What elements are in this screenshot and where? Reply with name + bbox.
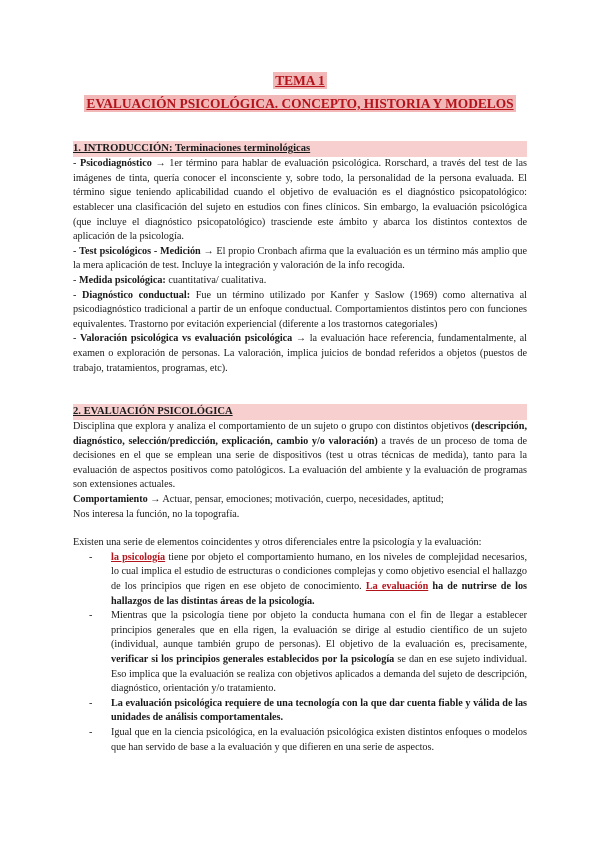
term-psicodiagnostico: Psicodiagnóstico: [79, 158, 152, 170]
topic-number: TEMA 1: [275, 73, 325, 88]
list-item: - La evaluación psicológica requiere de una tecnología con la que dar cuenta fiable y válida de las unidades de análisis comportamentales.: [101, 697, 527, 726]
paragraph-test-psicologicos: - Test psicológicos - Medición → El propio Cronbach afirma que la evaluación es un término más amplio que la mera aplicación de test. Incluye la integración y valoración de la info recogida.: [73, 245, 527, 272]
term-comportamiento: Comportamiento: [73, 494, 148, 506]
title-block: [73, 72, 527, 113]
term-test-psicologicos: Test psicológicos - Medición: [79, 245, 201, 257]
paragraph-funcion: Nos interesa la función, no la topografía.: [73, 508, 240, 520]
list-item: - la psicología tiene por objeto el comportamiento humano, en los niveles de complejidad necesarios, lo cual implica el estudio de estructuras o condiciones complejas y como objetivo esencial el hallazgo de los principios que rigen en ese objeto de conocimiento. La evaluación ha de nutrirse de los hallazgos de las distintas áreas de la psicología.: [101, 551, 527, 609]
paragraph-medida: - Medida psicológica: cuantitativa/ cualitativa.: [73, 274, 267, 286]
paragraph-disciplina: Disciplina que explora y analiza el comportamiento de un sujeto o grupo con distintos objetivos (descripción, diagnóstico, selección/predicción, explicación, cambio y/o valoración) a través de un proceso de toma de decisiones en el que se emplean una serie de dispositivos (test u otras técnicas de medida), tanto para la evaluación de aspectos positivos como patológicos. La evaluación del ambiente y la evaluación de programas son extensiones actuales.: [73, 421, 527, 491]
section-1-heading: 1. INTRODUCCIÓN: Terminaciones terminológicas: [73, 141, 527, 157]
paragraph-comportamiento: Comportamiento → Actuar, pensar, emociones; motivación, cuerpo, necesidades, aptitud;: [73, 494, 444, 506]
paragraph-elementos: Existen una serie de elementos coincidentes y otros diferenciales entre la psicología y la evaluación:: [73, 537, 482, 549]
list-item: - Igual que en la ciencia psicológica, en la evaluación psicológica existen distintos enfoques o modelos que han servido de base a la evaluación y que difieren en una serie de aspectos.: [101, 726, 527, 755]
term-valoracion: Valoración psicológica vs evaluación psicológica: [80, 333, 293, 345]
topic-title: EVALUACIÓN PSICOLÓGICA. CONCEPTO, HISTORIA Y MODELOS: [86, 95, 514, 111]
paragraph-psicodiagnostico: - Psicodiagnóstico → 1er término para hablar de evaluación psicológica. Rorschard, a través del test de las imágenes de tinta, quería conocer el inconsciente y, sobre todo, la personalidad de la persona evaluada. El término sigue teniendo aplicabilidad cuando el objetivo de evaluación es el diagnóstico psicopatológico: establecer una clasificación del sujeto en estudios con fines clínicos. Sin embargo, la evaluación psicológica (que incluye el diagnóstico psicopatológico) trasciende este ámbito y abarca los distintos contextos de aplicación de la psicología.: [73, 158, 527, 243]
term-diagnostico-conductual: Diagnóstico conductual:: [82, 289, 191, 301]
term-medida: Medida psicológica:: [78, 274, 166, 286]
section-2-heading: 2. EVALUACIÓN PSICOLÓGICA: [73, 404, 527, 420]
comparison-list: [73, 551, 527, 755]
paragraph-diagnostico-conductual: - Diagnóstico conductual: Fue un término utilizado por Kanfer y Saslow (1969) como alternativa al psicodiagnóstico tradicional a partir de un enfoque conductual. Comportamientos distintos pero con funciones equivalentes. Trastorno por evitación experiencial (diferente a los trastornos categoriales): [73, 289, 527, 330]
list-item: - Mientras que la psicología tiene por objeto la conducta humana con el fin de llegar a establecer principios generales que en ella rigen, la evaluación se dirige al estudio científico de un sujeto (individual, aunque también grupo de personas). El objetivo de la evaluación es, precisamente, verificar si los principios generales establecidos por la psicología se dan en ese sujeto individual. Eso implica que la evaluación se realiza con objetivos aplicados a demanda del sujeto de descripción, diagnóstico, orientación y/o tratamiento.: [101, 609, 527, 697]
paragraph-valoracion: - Valoración psicológica vs evaluación psicológica → la evaluación hace referencia, fundamentalmente, al examen o exploración de personas. La valoración, implica juicios de bondad referidos a objetos (puestos de trabajo, tratamientos, programas, etc).: [73, 333, 527, 374]
